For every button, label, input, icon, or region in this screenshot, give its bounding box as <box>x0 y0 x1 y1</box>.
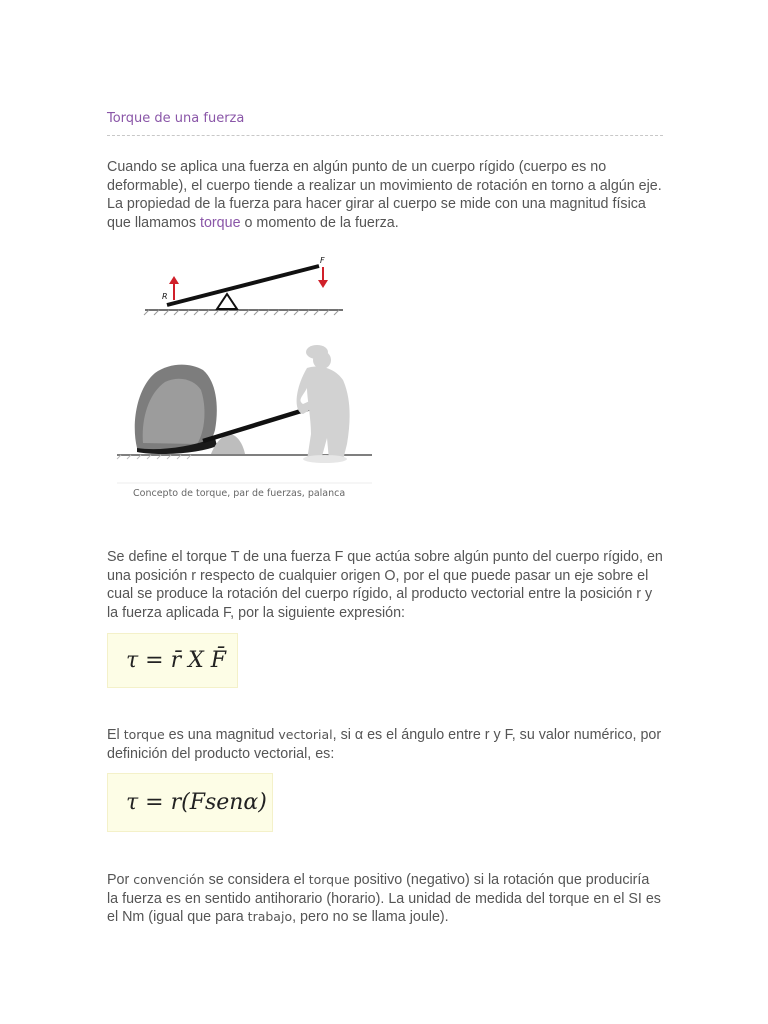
rock-lever-scene <box>117 345 372 483</box>
formula-scalar-text: τ = r(Fsenα) <box>126 789 267 815</box>
lever-illustration <box>107 248 377 506</box>
term-torque: torque <box>123 727 165 742</box>
p3-text-b: es una magnitud <box>164 727 279 743</box>
intro-text-start: Cuando se aplica una fuerza en algún punto de un cuerpo rígido (cuerpo es no deformable), el cuerpo tiende a realizar un movimiento de rotación en torno a algún eje. La propiedad de la fuerza para hacer girar al cuerpo se mide con una magnitud física que llamamos <box>107 159 662 232</box>
term-trabajo: trabajo <box>247 909 293 925</box>
intro-paragraph <box>107 158 663 233</box>
definition-paragraph: Se define el torque T de una fuerza F que actúa sobre algún punto del cuerpo rígido, en una posición r respecto de cualquier origen O, por el que puede pasar un eje sobre el cual se produce la rotación del cuerpo rígido, al producto vectorial entre la posición r y la fuerza aplicada F, por la siguiente expresión: <box>107 549 663 622</box>
figure-caption: Concepto de torque, par de fuerzas, palanca <box>133 488 346 499</box>
magnitude-paragraph <box>107 726 663 763</box>
torque-figure <box>107 248 377 506</box>
term-torque-2: torque <box>308 872 350 887</box>
torque-link[interactable]: torque <box>199 215 241 232</box>
convention-paragraph <box>107 871 663 927</box>
torque-scalar-formula <box>107 773 273 832</box>
title-divider <box>107 135 663 136</box>
seesaw-beam <box>167 266 319 305</box>
fulcrum-triangle <box>217 294 237 309</box>
formula-vector-text: τ = r̄ X F̄ <box>126 647 227 673</box>
term-vectorial: vectorial <box>278 727 333 742</box>
label-r: R <box>162 292 168 301</box>
p4-text-a: Por <box>107 872 134 888</box>
label-f: F <box>320 256 325 265</box>
p3-text-c: , si α es el ángulo entre r y F, su valor numérico, por definición del producto vectorial, es: <box>107 727 662 762</box>
p4-text-c: positivo (negativo) si la rotación que produciría la fuerza es en sentido antihorario (horario). La unidad de medida del torque en el SI es el Nm (igual que para <box>107 872 661 926</box>
seesaw-diagram <box>144 256 343 315</box>
torque-vector-formula <box>107 633 238 688</box>
p4-text-d: , pero no se llama joule). <box>292 909 449 926</box>
worker-figure <box>297 345 350 463</box>
term-convencion: convención <box>133 872 205 887</box>
intro-text-end: o momento de la fuerza. <box>240 215 399 232</box>
p4-text-b: se considera el <box>204 872 309 888</box>
p3-text-a: El <box>107 727 124 743</box>
article-title: Torque de una fuerza <box>107 111 245 126</box>
